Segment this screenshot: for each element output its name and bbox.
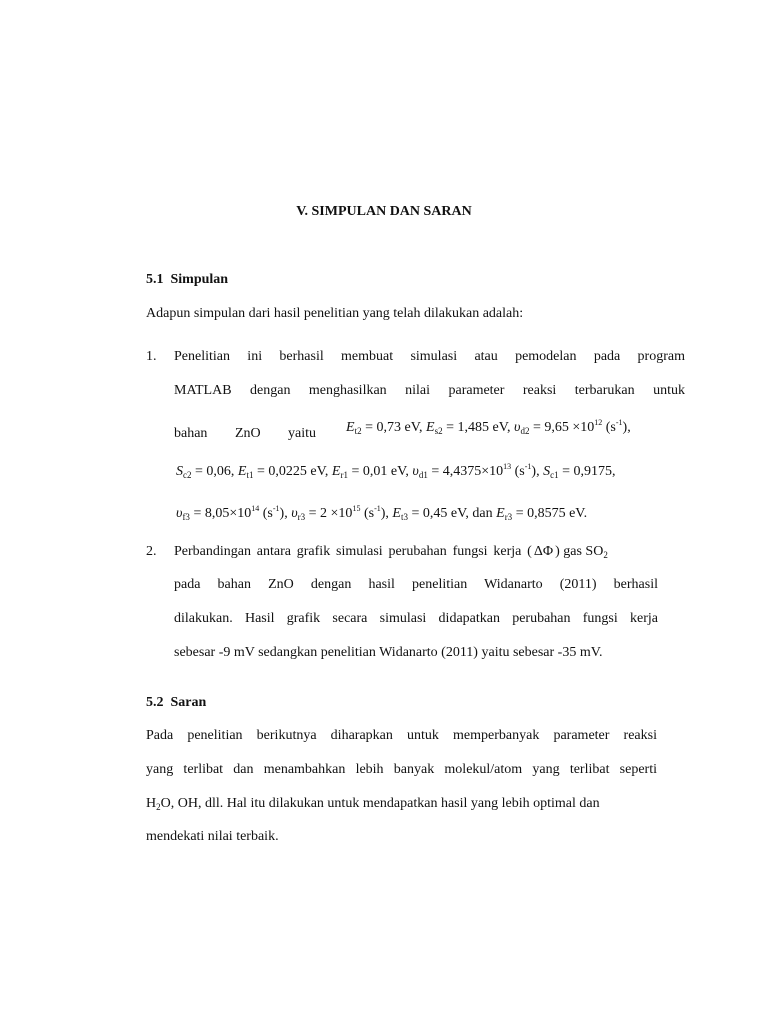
unit-close: ),: [380, 506, 389, 521]
symbol-e: E: [346, 420, 355, 435]
symbol-upsilon: υ: [514, 420, 521, 435]
superscript: 14: [251, 504, 260, 513]
unit: (s: [262, 506, 273, 521]
subscript: d1: [418, 470, 428, 480]
section-title: Simpulan: [170, 272, 229, 287]
item1-line1: Penelitian ini berhasil membuat simulasi atau pemodelan pada program: [174, 349, 685, 364]
value-e-r3: = 0,8575 eV.: [515, 506, 588, 521]
subscript: f3: [182, 512, 190, 522]
subscript: r3: [297, 512, 306, 522]
section-number: 5.2: [146, 695, 164, 710]
item1-word-bahan: bahan: [174, 426, 208, 441]
subscript: 2: [156, 802, 161, 812]
delta-phi-symbol: ΔΦ: [533, 544, 554, 559]
saran-line3-text: O, OH, dll. Hal itu dilakukan untuk mendapatkan hasil yang lebih optimal dan: [160, 796, 600, 811]
item2-line1: [174, 544, 658, 560]
item1-line2: MATLAB dengan menghasilkan nilai parameter reaksi terbarukan untuk: [174, 383, 685, 398]
symbol-e: E: [426, 420, 435, 435]
subscript: r3: [504, 512, 513, 522]
formula-line-2: [176, 462, 616, 480]
unit-close: ),: [531, 464, 540, 479]
value-e-r1: = 0,01 eV,: [351, 464, 409, 479]
chapter-title: V. SIMPULAN DAN SARAN: [296, 204, 472, 219]
value-e-t2: = 0,73 eV,: [365, 420, 423, 435]
symbol-upsilon: υ: [176, 506, 183, 521]
section-5-2-heading: [146, 695, 206, 711]
symbol-e: E: [237, 464, 247, 479]
value-e-t3: = 0,45 eV, dan: [411, 506, 493, 521]
superscript: -1: [272, 504, 280, 513]
symbol-e: E: [331, 464, 341, 479]
section-title: Saran: [170, 695, 207, 710]
subscript: s2: [434, 426, 443, 436]
item1-word-yaitu: yaitu: [288, 426, 316, 441]
superscript: 15: [352, 504, 361, 513]
value-v-d2: = 9,65 ×10: [532, 420, 595, 435]
unit: (s: [514, 464, 525, 479]
superscript: -1: [524, 462, 532, 471]
list-number-2: 2.: [146, 544, 157, 559]
subscript: t3: [400, 512, 408, 522]
value-v-f3: = 8,05×10: [193, 506, 252, 521]
subscript: t2: [354, 426, 362, 436]
saran-line3: [146, 796, 657, 812]
saran-line1: Pada penelitian berikutnya diharapkan untuk memperbanyak parameter reaksi: [146, 728, 657, 743]
item2-line1-end: ) gas SO: [555, 544, 604, 559]
item2-line1-text: Perbandingan antara grafik simulasi perubahan fungsi kerja (: [174, 544, 532, 559]
value-e-t1: = 0,0225 eV,: [256, 464, 329, 479]
symbol-upsilon: υ: [412, 464, 419, 479]
superscript: 12: [594, 418, 603, 427]
unit-close: ),: [279, 506, 288, 521]
subscript: r1: [340, 470, 348, 480]
superscript: -1: [374, 504, 381, 513]
symbol-s: S: [543, 464, 551, 479]
item1-word-zno: ZnO: [235, 426, 261, 441]
item2-line2: pada bahan ZnO dengan hasil penelitian Widanarto (2011) berhasil: [174, 577, 658, 592]
value-s-c1: = 0,9175,: [562, 464, 616, 479]
saran-line2: yang terlibat dan menambahkan lebih banyak molekul/atom yang terlibat seperti: [146, 762, 657, 777]
superscript: 13: [503, 462, 512, 471]
item2-line3: dilakukan. Hasil grafik secara simulasi didapatkan perubahan fungsi kerja: [174, 611, 658, 626]
subscript: c2: [183, 470, 192, 480]
item2-line4: sebesar -9 mV sedangkan penelitian Widanarto (2011) yaitu sebesar -35 mV.: [174, 645, 603, 660]
value-e-s2: = 1,485 eV,: [446, 420, 511, 435]
subscript: c1: [550, 470, 559, 480]
superscript: -1: [615, 418, 623, 427]
symbol-e: E: [496, 506, 505, 521]
section-5-1-heading: [146, 272, 228, 288]
section-number: 5.1: [146, 272, 164, 287]
symbol-e: E: [392, 506, 401, 521]
unit-close: ),: [622, 420, 631, 435]
saran-line4: mendekati nilai terbaik.: [146, 829, 279, 844]
saran-h: H: [146, 796, 157, 811]
intro-paragraph: Adapun simpulan dari hasil penelitian yang telah dilakukan adalah:: [146, 306, 524, 321]
subscript: d2: [520, 426, 530, 436]
formula-line-3: [176, 504, 587, 522]
unit: (s: [605, 420, 616, 435]
subscript: t1: [246, 470, 254, 480]
unit: (s: [363, 506, 375, 521]
value-v-r3: = 2 ×10: [308, 506, 353, 521]
value-v-d1: = 4,4375×10: [431, 464, 504, 479]
symbol-upsilon: υ: [291, 506, 298, 521]
symbol-s: S: [176, 464, 183, 479]
value-s-c2: = 0,06,: [195, 464, 235, 479]
formula-line-1: [346, 418, 631, 436]
list-number-1: 1.: [146, 349, 157, 364]
subscript: 2: [603, 550, 608, 560]
